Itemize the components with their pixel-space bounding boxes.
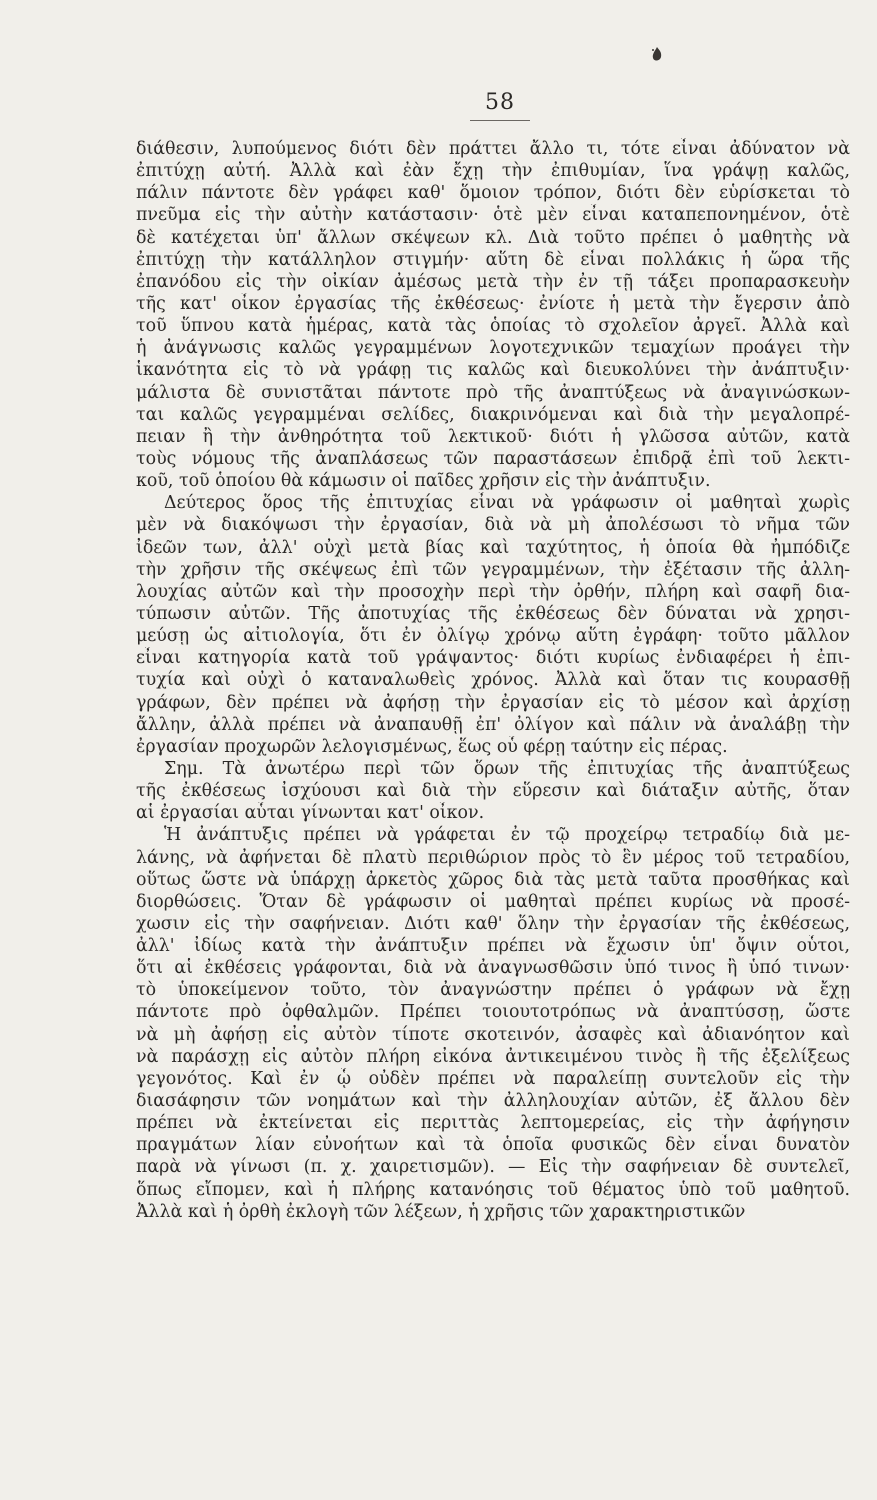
- page-number-underline: [470, 120, 530, 121]
- text-line: οὕτως ὥστε νὰ ὑπάρχῃ ἀρκετὸς χῶρος διὰ τὰς μετὰ ταῦτα προσθήκας καὶ: [136, 869, 850, 890]
- text-line: ται καλῶς γεγραμμέναι σελίδες, διακρινόμεναι καὶ διὰ τὴν μεγαλοπρέ-: [136, 404, 850, 425]
- text-line: Ἀλλὰ καὶ ἡ ὀρθὴ ἐκλογὴ τῶν λέξεων, ἡ χρῆσις τῶν χαρακτηριστικῶν: [136, 1201, 746, 1222]
- text-line: τυχία καὶ οὐχὶ ὁ καταναλωθεὶς χρόνος. Ἀλλὰ καὶ ὅταν τις κουρασθῇ: [136, 670, 850, 691]
- text-line: ἀλλ' ἰδίως κατὰ τὴν ἀνάπτυξιν πρέπει νὰ ἔχωσιν ὑπ' ὄψιν οὗτοι,: [136, 936, 850, 957]
- text-line: Σημ. Τὰ ἀνωτέρω περὶ τῶν ὅρων τῆς ἐπιτυχίας τῆς ἀναπτύξεως: [164, 758, 850, 779]
- text-line: ἐπιτύχῃ αὐτή. Ἀλλὰ καὶ ἐὰν ἔχῃ τὴν ἐπιθυμίαν, ἵνα γράψῃ καλῶς,: [136, 161, 850, 182]
- text-line: πνεῦμα εἰς τὴν αὐτὴν κατάστασιν· ὁτὲ μὲν εἶναι καταπεπονημένον, ὁτὲ: [136, 205, 850, 226]
- text-line: τῆς κατ' οἶκον ἐργασίας τῆς ἐκθέσεως· ἐνίοτε ἡ μετὰ τὴν ἔγερσιν ἀπὸ: [136, 293, 850, 314]
- text-line: πάντοτε πρὸ ὀφθαλμῶν. Πρέπει τοιουτοτρόπως νὰ ἀναπτύσσῃ, ὥστε: [136, 1002, 850, 1023]
- text-line: τοῦ ὕπνου κατὰ ἡμέρας, κατὰ τὰς ὁποίας τὸ σχολεῖον ἀργεῖ. Ἀλλὰ καὶ: [136, 316, 850, 337]
- text-line: τοὺς νόμους τῆς ἀναπλάσεως τῶν παραστάσεων ἐπιδρᾷ ἐπὶ τοῦ λεκτι-: [136, 448, 850, 469]
- paragraph: [136, 758, 850, 824]
- text-line: μεύσῃ ὡς αἰτιολογία, ὅτι ἐν ὀλίγῳ χρόνῳ αὕτη ἐγράφη· τοῦτο μᾶλλον: [136, 626, 850, 647]
- text-line: γράφων, δὲν πρέπει νὰ ἀφήσῃ τὴν ἐργασίαν εἰς τὸ μέσον καὶ ἀρχίσῃ: [136, 692, 850, 713]
- text-line: χωσιν εἰς τὴν σαφήνειαν. Διότι καθ' ὅλην τὴν ἐργασίαν τῆς ἐκθέσεως,: [136, 913, 850, 934]
- text-line: ἐπιτύχῃ τὴν κατάλληλον στιγμήν· αὕτη δὲ εἶναι πολλάκις ἡ ὥρα τῆς: [136, 249, 850, 270]
- text-line: πάλιν πάντοτε δὲν γράφει καθ' ὅμοιον τρόπον, διότι δὲν εὑρίσκεται τὸ: [136, 183, 850, 204]
- text-line: ἡ ἀνάγνωσις καλῶς γεγραμμένων λογοτεχνικῶν τεμαχίων προάγει τὴν: [136, 338, 850, 359]
- text-line: διασάφησιν τῶν νοημάτων καὶ τὴν ἀλληλουχίαν αὐτῶν, ἐξ ἄλλου δὲν: [136, 1091, 850, 1112]
- text-line: νὰ παράσχῃ εἰς αὐτὸν πλήρη εἰκόνα ἀντικειμένου τινὸς ἢ τῆς ἐξελίξεως: [136, 1046, 850, 1067]
- text-line: μὲν νὰ διακόψωσι τὴν ἐργασίαν, διὰ νὰ μὴ ἀπολέσωσι τὸ νῆμα τῶν: [136, 515, 850, 536]
- text-line: τῆς ἐκθέσεως ἰσχύουσι καὶ διὰ τὴν εὕρεσιν καὶ διάταξιν αὐτῆς, ὅταν: [136, 781, 850, 802]
- text-line: ἐργασίαν προχωρῶν λελογισμένως, ἕως οὗ φέρῃ ταύτην εἰς πέρας.: [136, 736, 728, 757]
- text-line: διάθεσιν, λυπούμενος διότι δὲν πράττει ἄλλο τι, τότε εἶναι ἀδύνατον νὰ: [136, 139, 850, 159]
- paragraph: [136, 138, 850, 492]
- page-number: 58: [485, 90, 515, 115]
- text-line: λάνης, νὰ ἀφήνεται δὲ πλατὺ περιθώριον πρὸς τὸ ἓν μέρος τοῦ τετραδίου,: [136, 847, 850, 868]
- text-line: γεγονότος. Καὶ ἐν ᾧ οὐδὲν πρέπει νὰ παραλείπῃ συντελοῦν εἰς τὴν: [136, 1068, 850, 1089]
- text-line: ἐπανόδου εἰς τὴν οἰκίαν ἀμέσως μετὰ τὴν ἐν τῇ τάξει προπαρασκευὴν: [136, 271, 850, 292]
- body-text: [136, 138, 850, 1223]
- text-line: πειαν ἢ τὴν ἀνθηρότητα τοῦ λεκτικοῦ· διότι ἡ γλῶσσα αὐτῶν, κατὰ: [136, 426, 850, 447]
- text-line: λουχίας αὐτῶν καὶ τὴν προσοχὴν περὶ τὴν ὀρθήν, πλήρη καὶ σαφῆ δια-: [136, 581, 850, 602]
- text-line: τύπωσιν αὐτῶν. Τῆς ἀποτυχίας τῆς ἐκθέσεως δὲν δύναται νὰ χρησι-: [136, 603, 850, 624]
- text-line: μάλιστα δὲ συνιστᾶται πάντοτε πρὸ τῆς ἀναπτύξεως νὰ ἀναγινώσκων-: [136, 382, 850, 403]
- text-line: πραγμάτων λίαν εὐνοήτων καὶ τὰ ὁποῖα φυσικῶς δὲν εἶναι δυνατὸν: [136, 1135, 850, 1156]
- text-line: τὸ ὑποκείμενον τοῦτο, τὸν ἀναγνώστην πρέπει ὁ γράφων νὰ ἔχῃ: [136, 980, 850, 1001]
- text-line: ἱκανότητα εἰς τὸ νὰ γράφῃ τις καλῶς καὶ διευκολύνει τὴν ἀνάπτυξιν·: [136, 360, 850, 381]
- text-line: δὲ κατέχεται ὑπ' ἄλλων σκέψεων κλ. Διὰ τοῦτο πρέπει ὁ μαθητὴς νὰ: [136, 227, 850, 248]
- text-line: διορθώσεις. Ὅταν δὲ γράφωσιν οἱ μαθηταὶ πρέπει κυρίως νὰ προσέ-: [136, 891, 850, 912]
- paragraph: [136, 492, 850, 758]
- paragraph: [136, 824, 850, 1223]
- text-line: πρέπει νὰ ἐκτείνεται εἰς περιττὰς λεπτομερείας, εἰς τὴν ἀφήγησιν: [136, 1113, 850, 1134]
- text-line: ὅπως εἴπομεν, καὶ ἡ πλήρης κατανόησις τοῦ θέματος ὑπὸ τοῦ μαθητοῦ.: [136, 1179, 850, 1200]
- text-line: τὴν χρῆσιν τῆς σκέψεως ἐπὶ τῶν γεγραμμένων, τὴν ἐξέτασιν τῆς ἀλλη-: [136, 559, 850, 580]
- text-line: αἱ ἐργασίαι αὗται γίνωνται κατ' οἶκον.: [136, 803, 485, 824]
- text-line: ὅτι αἱ ἐκθέσεις γράφονται, διὰ νὰ ἀναγνωσθῶσιν ὑπό τινος ἢ ὑπό τινων·: [136, 958, 850, 979]
- text-line: κοῦ, τοῦ ὁποίου θὰ κάμωσιν οἱ παῖδες χρῆσιν εἰς τὴν ἀνάπτυξιν.: [136, 471, 711, 492]
- text-line: ἰδεῶν των, ἀλλ' οὐχὶ μετὰ βίας καὶ ταχύτητος, ἡ ὁποία θὰ ἠμπόδιζε: [136, 537, 850, 558]
- text-line: Δεύτερος ὅρος τῆς ἐπιτυχίας εἶναι νὰ γράφωσιν οἱ μαθηταὶ χωρὶς: [164, 493, 850, 514]
- ink-blot-icon: [650, 46, 664, 64]
- text-line: εἶναι κατηγορία κατὰ τοῦ γράψαντος· διότι κυρίως ἐνδιαφέρει ἡ ἐπι-: [136, 648, 850, 669]
- text-line: νὰ μὴ ἀφήσῃ εἰς αὐτὸν τίποτε σκοτεινόν, ἀσαφὲς καὶ ἀδιανόητον καὶ: [136, 1024, 850, 1045]
- text-line: ἄλλην, ἀλλὰ πρέπει νὰ ἀναπαυθῇ ἐπ' ὀλίγον καὶ πάλιν νὰ ἀναλάβῃ τὴν: [136, 714, 850, 735]
- text-line: Ἡ ἀνάπτυξις πρέπει νὰ γράφεται ἐν τῷ προχείρῳ τετραδίῳ διὰ με-: [164, 825, 850, 846]
- text-line: παρὰ νὰ γίνωσι (π. χ. χαιρετισμῶν). — Εἰς τὴν σαφήνειαν δὲ συντελεῖ,: [136, 1157, 850, 1178]
